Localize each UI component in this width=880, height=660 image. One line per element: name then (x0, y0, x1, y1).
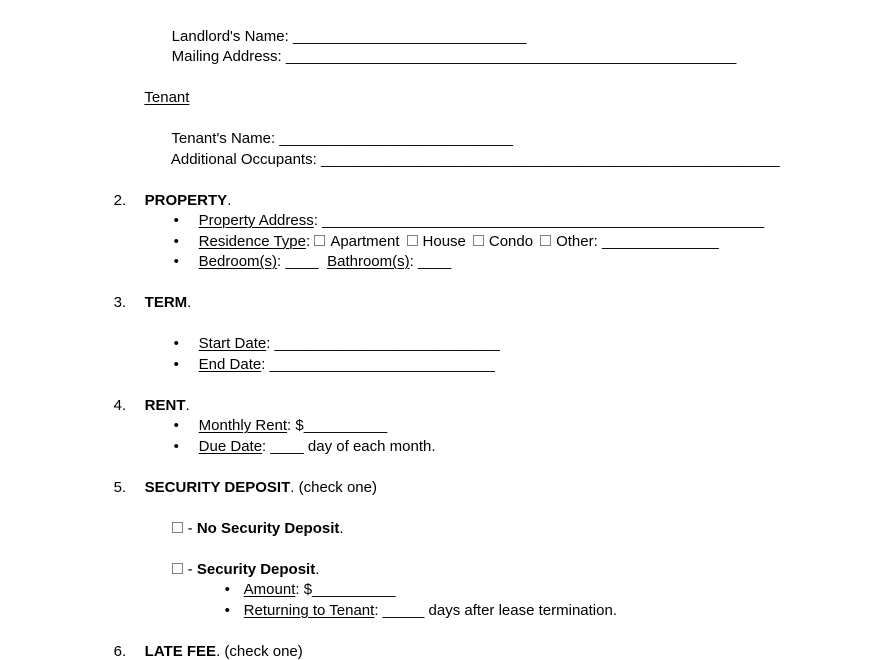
section-late-fee-heading (0, 621, 880, 660)
colon: : (277, 253, 286, 270)
colon: : (287, 417, 296, 434)
due-date-label: Due Date (198, 437, 263, 455)
section-suffix: . (check one) (290, 478, 377, 496)
section-title: SECURITY DEPOSIT (144, 478, 291, 496)
condo-checkbox[interactable] (473, 235, 484, 246)
landlord-name-row (0, 6, 880, 45)
period: . (315, 560, 320, 578)
end-date-blank: ___________________________ (269, 355, 495, 373)
section-property-heading (0, 170, 880, 209)
security-deposit-checkbox[interactable] (172, 563, 183, 574)
colon: : (374, 601, 383, 619)
bullet-icon: • (173, 232, 179, 250)
section-title: RENT (144, 396, 186, 414)
mailing-address-blank: ______________________________________________________ (285, 48, 737, 65)
colon: : (261, 355, 270, 373)
property-address-blank: _____________________________________________________ (322, 212, 765, 229)
colon: : (313, 212, 323, 229)
section-rent-heading (0, 375, 880, 414)
section-term-heading (0, 273, 880, 311)
tenant-name-blank: ____________________________ (279, 130, 513, 147)
amount-label: Amount (243, 581, 296, 598)
amount-blank: $__________ (303, 581, 396, 598)
tenant-name-label: Tenant's Name: (171, 130, 280, 147)
section-security-deposit-heading (0, 457, 880, 496)
dash: - (187, 560, 197, 578)
tenant-heading: Tenant (144, 89, 190, 106)
section-number: 3. (113, 294, 127, 311)
colon: : (295, 581, 304, 598)
dash: - (187, 519, 197, 537)
bathrooms-label: Bathroom(s) (327, 253, 410, 270)
landlord-name-blank: ____________________________ (292, 27, 527, 45)
due-date-row (0, 416, 880, 455)
mailing-address-label: Mailing Address: (171, 48, 286, 65)
section-number: 5. (113, 478, 127, 496)
bullet-icon: • (224, 581, 230, 598)
section-period: . (185, 396, 190, 414)
security-deposit-label: Security Deposit (196, 560, 316, 578)
bullet-icon: • (173, 437, 179, 455)
start-date-blank: ___________________________ (274, 335, 500, 352)
due-date-blank: ____ (270, 437, 304, 455)
bedrooms-label: Bedroom(s) (198, 253, 278, 270)
no-security-deposit-row (0, 498, 880, 537)
section-period: . (187, 294, 192, 311)
bullet-icon: • (224, 601, 230, 619)
section-title: PROPERTY (144, 191, 228, 209)
colon: : (409, 253, 418, 270)
additional-occupants-blank: _______________________________________________________ (320, 150, 780, 168)
condo-option-label: Condo (488, 232, 534, 250)
house-checkbox[interactable] (407, 235, 418, 246)
start-date-label: Start Date (198, 335, 267, 352)
other-option-blank: ______________ (601, 232, 719, 250)
returning-to-tenant-label: Returning to Tenant (243, 601, 375, 619)
bullet-icon: • (173, 355, 179, 373)
section-number: 2. (113, 191, 127, 209)
section-suffix: . (check one) (216, 642, 303, 660)
other-option-label: Other: (556, 232, 602, 250)
no-security-deposit-checkbox[interactable] (172, 522, 183, 533)
returning-to-tenant-row (0, 580, 880, 619)
section-number: 4. (113, 396, 127, 414)
colon: : (266, 335, 275, 352)
bullet-icon: • (173, 335, 179, 352)
returning-to-tenant-blank: _____ (382, 601, 425, 619)
monthly-rent-blank: $__________ (295, 417, 388, 434)
monthly-rent-label: Monthly Rent (198, 417, 288, 434)
bullet-icon: • (173, 417, 179, 434)
tenant-heading-row (0, 68, 880, 106)
period: . (339, 519, 344, 537)
other-checkbox[interactable] (540, 235, 551, 246)
section-period: . (227, 191, 232, 209)
colon: : (262, 437, 271, 455)
amount-row (0, 560, 880, 598)
house-option-label: House (422, 232, 466, 250)
bullet-icon: • (173, 253, 179, 270)
returning-to-tenant-tail: days after lease termination. (424, 601, 617, 619)
spacer (0, 437, 880, 458)
colon: : (305, 232, 315, 250)
residence-type-label: Residence Type (198, 232, 306, 250)
spacer (0, 519, 880, 540)
no-security-deposit-label: No Security Deposit (196, 519, 340, 537)
apartment-checkbox[interactable] (314, 235, 325, 246)
security-deposit-row (0, 539, 880, 578)
start-date-row (0, 314, 880, 352)
due-date-tail: day of each month. (303, 437, 436, 455)
additional-occupants-label: Additional Occupants: (170, 150, 321, 168)
section-title: TERM (144, 294, 188, 311)
apartment-option-label: Apartment (330, 232, 400, 250)
bedrooms-blank: ____ (285, 253, 328, 270)
end-date-label: End Date (198, 355, 262, 373)
bullet-icon: • (173, 212, 179, 229)
landlord-name-label: Landlord's Name: (171, 27, 293, 45)
bathrooms-blank: ____ (417, 253, 452, 270)
section-number: 6. (113, 642, 127, 660)
section-title: LATE FEE (144, 642, 217, 660)
property-address-label: Property Address (198, 212, 314, 229)
